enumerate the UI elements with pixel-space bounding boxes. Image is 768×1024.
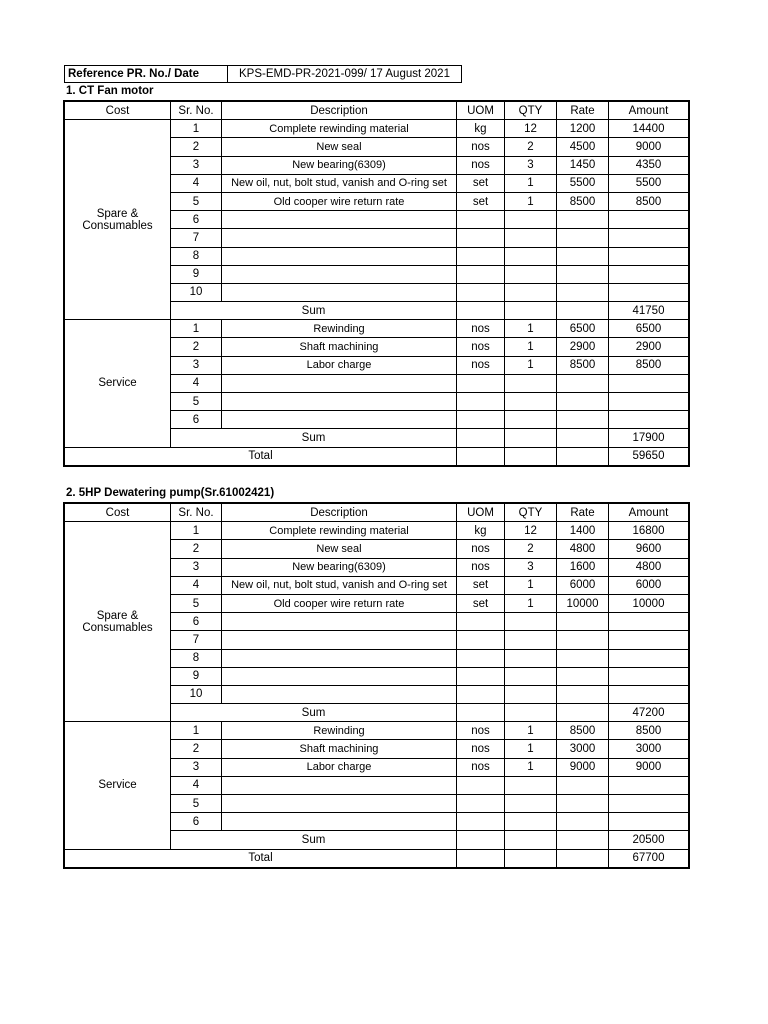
sr-no: 1	[171, 722, 222, 740]
description: Labor charge	[222, 356, 457, 374]
amount	[609, 374, 689, 392]
sr-no: 3	[171, 558, 222, 576]
header-cost: Cost	[65, 504, 171, 522]
header-desc: Description	[222, 504, 457, 522]
amount: 8500	[609, 722, 689, 740]
description: New bearing(6309)	[222, 558, 457, 576]
empty-cell	[505, 831, 557, 849]
uom	[457, 649, 505, 667]
sr-no: 6	[171, 411, 222, 429]
qty	[505, 283, 557, 301]
sum-amount: 17900	[609, 429, 689, 447]
amount: 8500	[609, 192, 689, 210]
amount	[609, 776, 689, 794]
cost-category-label: Service	[98, 779, 137, 792]
rate	[557, 631, 609, 649]
empty-cell	[505, 447, 557, 465]
reference-label: Reference PR. No./ Date	[65, 66, 228, 83]
sum-label: Sum	[171, 302, 457, 320]
uom	[457, 393, 505, 411]
qty	[505, 613, 557, 631]
description: Shaft machining	[222, 740, 457, 758]
description	[222, 374, 457, 392]
rate	[557, 265, 609, 283]
description: Labor charge	[222, 758, 457, 776]
amount: 4350	[609, 156, 689, 174]
rate	[557, 667, 609, 685]
empty-cell	[457, 429, 505, 447]
uom	[457, 667, 505, 685]
amount	[609, 685, 689, 703]
sr-no: 4	[171, 776, 222, 794]
rate: 4800	[557, 540, 609, 558]
empty-cell	[457, 831, 505, 849]
rate: 1400	[557, 522, 609, 540]
sum-amount: 20500	[609, 831, 689, 849]
sr-no: 1	[171, 120, 222, 138]
reference-table	[64, 65, 462, 83]
amount	[609, 283, 689, 301]
sr-no: 6	[171, 813, 222, 831]
sum-label: Sum	[171, 429, 457, 447]
sr-no: 2	[171, 740, 222, 758]
uom	[457, 374, 505, 392]
rate	[557, 283, 609, 301]
header-row	[65, 504, 689, 522]
description	[222, 776, 457, 794]
cost-table	[64, 101, 689, 466]
sum-label: Sum	[171, 831, 457, 849]
description	[222, 229, 457, 247]
qty: 1	[505, 740, 557, 758]
description: New bearing(6309)	[222, 156, 457, 174]
description: New oil, nut, bolt stud, vanish and O-ring set	[222, 174, 457, 192]
header-rate: Rate	[557, 102, 609, 120]
table-row	[65, 320, 689, 338]
uom	[457, 229, 505, 247]
amount	[609, 667, 689, 685]
sum-label: Sum	[171, 704, 457, 722]
qty: 1	[505, 594, 557, 612]
uom: nos	[457, 356, 505, 374]
sr-no: 9	[171, 265, 222, 283]
sr-no: 7	[171, 631, 222, 649]
table-row	[65, 120, 689, 138]
sr-no: 5	[171, 192, 222, 210]
header-amount: Amount	[609, 102, 689, 120]
header-rate: Rate	[557, 504, 609, 522]
qty: 1	[505, 758, 557, 776]
header-qty: QTY	[505, 504, 557, 522]
qty: 1	[505, 356, 557, 374]
amount	[609, 393, 689, 411]
sr-no: 2	[171, 338, 222, 356]
qty	[505, 374, 557, 392]
rate: 8500	[557, 356, 609, 374]
rate	[557, 795, 609, 813]
sr-no: 5	[171, 393, 222, 411]
header-row	[65, 102, 689, 120]
sr-no: 10	[171, 283, 222, 301]
sr-no: 3	[171, 156, 222, 174]
description	[222, 211, 457, 229]
amount: 4800	[609, 558, 689, 576]
description: Old cooper wire return rate	[222, 594, 457, 612]
qty: 3	[505, 558, 557, 576]
qty	[505, 667, 557, 685]
cost-category	[65, 722, 171, 849]
uom	[457, 613, 505, 631]
amount: 2900	[609, 338, 689, 356]
empty-cell	[505, 429, 557, 447]
rate	[557, 411, 609, 429]
uom: nos	[457, 758, 505, 776]
description	[222, 393, 457, 411]
empty-cell	[557, 447, 609, 465]
description: Complete rewinding material	[222, 522, 457, 540]
uom: set	[457, 576, 505, 594]
empty-cell	[557, 831, 609, 849]
amount	[609, 795, 689, 813]
sr-no: 10	[171, 685, 222, 703]
cost-category-label: Service	[98, 377, 137, 390]
rate: 6500	[557, 320, 609, 338]
amount	[609, 649, 689, 667]
rate: 1200	[557, 120, 609, 138]
description	[222, 631, 457, 649]
section-title: 1. CT Fan motor	[66, 85, 154, 97]
sr-no: 1	[171, 320, 222, 338]
description: New seal	[222, 138, 457, 156]
amount	[609, 265, 689, 283]
amount	[609, 211, 689, 229]
sr-no: 3	[171, 356, 222, 374]
qty: 1	[505, 192, 557, 210]
qty: 1	[505, 576, 557, 594]
cost-category	[65, 120, 171, 320]
rate: 3000	[557, 740, 609, 758]
amount: 6500	[609, 320, 689, 338]
uom	[457, 283, 505, 301]
description	[222, 411, 457, 429]
sr-no: 7	[171, 229, 222, 247]
amount: 9000	[609, 758, 689, 776]
sr-no: 6	[171, 211, 222, 229]
rate: 8500	[557, 722, 609, 740]
qty	[505, 813, 557, 831]
description	[222, 283, 457, 301]
qty	[505, 229, 557, 247]
qty: 1	[505, 338, 557, 356]
qty: 1	[505, 722, 557, 740]
rate: 1600	[557, 558, 609, 576]
uom: nos	[457, 558, 505, 576]
uom	[457, 685, 505, 703]
uom: nos	[457, 156, 505, 174]
description	[222, 247, 457, 265]
empty-cell	[557, 849, 609, 867]
amount	[609, 411, 689, 429]
empty-cell	[457, 302, 505, 320]
qty: 2	[505, 138, 557, 156]
uom	[457, 631, 505, 649]
uom	[457, 795, 505, 813]
uom	[457, 211, 505, 229]
qty	[505, 776, 557, 794]
amount	[609, 613, 689, 631]
sr-no: 4	[171, 576, 222, 594]
cost-category	[65, 320, 171, 447]
sr-no: 2	[171, 540, 222, 558]
rate	[557, 229, 609, 247]
amount: 3000	[609, 740, 689, 758]
rate	[557, 685, 609, 703]
amount	[609, 813, 689, 831]
qty	[505, 393, 557, 411]
reference-value: KPS-EMD-PR-2021-099/ 17 August 2021	[228, 66, 462, 83]
amount: 9600	[609, 540, 689, 558]
sum-amount: 47200	[609, 704, 689, 722]
header-amount: Amount	[609, 504, 689, 522]
sum-amount: 41750	[609, 302, 689, 320]
amount	[609, 229, 689, 247]
sr-no: 1	[171, 522, 222, 540]
uom: kg	[457, 120, 505, 138]
header-uom: UOM	[457, 102, 505, 120]
sr-no: 9	[171, 667, 222, 685]
empty-cell	[457, 447, 505, 465]
description	[222, 265, 457, 283]
empty-cell	[505, 849, 557, 867]
uom	[457, 265, 505, 283]
amount: 14400	[609, 120, 689, 138]
total-amount: 67700	[609, 849, 689, 867]
qty	[505, 631, 557, 649]
total-label: Total	[65, 447, 457, 465]
uom	[457, 411, 505, 429]
uom: nos	[457, 540, 505, 558]
sr-no: 6	[171, 613, 222, 631]
description	[222, 813, 457, 831]
sr-no: 5	[171, 795, 222, 813]
rate: 10000	[557, 594, 609, 612]
uom	[457, 776, 505, 794]
cost-category-label: Spare & Consumables	[82, 207, 153, 232]
uom: set	[457, 594, 505, 612]
total-amount: 59650	[609, 447, 689, 465]
description: New oil, nut, bolt stud, vanish and O-ring set	[222, 576, 457, 594]
rate: 4500	[557, 138, 609, 156]
rate	[557, 374, 609, 392]
uom: set	[457, 192, 505, 210]
amount: 16800	[609, 522, 689, 540]
description: Complete rewinding material	[222, 120, 457, 138]
rate: 9000	[557, 758, 609, 776]
sr-no: 3	[171, 758, 222, 776]
rate	[557, 613, 609, 631]
total-row	[65, 447, 689, 465]
header-sr: Sr. No.	[171, 504, 222, 522]
total-label: Total	[65, 849, 457, 867]
qty	[505, 795, 557, 813]
table-row	[65, 522, 689, 540]
rate: 5500	[557, 174, 609, 192]
description: New seal	[222, 540, 457, 558]
header-sr: Sr. No.	[171, 102, 222, 120]
rate	[557, 393, 609, 411]
uom: set	[457, 174, 505, 192]
amount: 6000	[609, 576, 689, 594]
empty-cell	[557, 302, 609, 320]
qty: 12	[505, 522, 557, 540]
sr-no: 2	[171, 138, 222, 156]
description: Rewinding	[222, 722, 457, 740]
sr-no: 8	[171, 247, 222, 265]
amount	[609, 247, 689, 265]
amount: 10000	[609, 594, 689, 612]
qty	[505, 649, 557, 667]
description: Shaft machining	[222, 338, 457, 356]
rate	[557, 211, 609, 229]
rate	[557, 776, 609, 794]
qty: 1	[505, 174, 557, 192]
rate: 8500	[557, 192, 609, 210]
rate	[557, 649, 609, 667]
empty-cell	[457, 849, 505, 867]
sr-no: 8	[171, 649, 222, 667]
description	[222, 685, 457, 703]
cost-category-label: Spare & Consumables	[82, 609, 153, 634]
total-row	[65, 849, 689, 867]
section-title: 2. 5HP Dewatering pump(Sr.61002421)	[66, 487, 275, 499]
uom: nos	[457, 740, 505, 758]
cost-table	[64, 503, 689, 868]
description: Rewinding	[222, 320, 457, 338]
empty-cell	[557, 704, 609, 722]
description	[222, 667, 457, 685]
qty: 2	[505, 540, 557, 558]
description: Old cooper wire return rate	[222, 192, 457, 210]
sr-no: 4	[171, 374, 222, 392]
empty-cell	[457, 704, 505, 722]
uom: nos	[457, 138, 505, 156]
header-cost: Cost	[65, 102, 171, 120]
rate	[557, 813, 609, 831]
qty	[505, 211, 557, 229]
sr-no: 4	[171, 174, 222, 192]
qty	[505, 685, 557, 703]
uom	[457, 247, 505, 265]
sr-no: 5	[171, 594, 222, 612]
qty: 3	[505, 156, 557, 174]
qty	[505, 265, 557, 283]
qty: 12	[505, 120, 557, 138]
uom: nos	[457, 722, 505, 740]
qty	[505, 247, 557, 265]
rate: 1450	[557, 156, 609, 174]
qty: 1	[505, 320, 557, 338]
uom: kg	[457, 522, 505, 540]
amount: 8500	[609, 356, 689, 374]
description	[222, 613, 457, 631]
table-row	[65, 722, 689, 740]
amount	[609, 631, 689, 649]
uom: nos	[457, 320, 505, 338]
uom	[457, 813, 505, 831]
header-desc: Description	[222, 102, 457, 120]
uom: nos	[457, 338, 505, 356]
rate: 6000	[557, 576, 609, 594]
amount: 9000	[609, 138, 689, 156]
description	[222, 795, 457, 813]
empty-cell	[505, 704, 557, 722]
header-uom: UOM	[457, 504, 505, 522]
rate	[557, 247, 609, 265]
rate: 2900	[557, 338, 609, 356]
amount: 5500	[609, 174, 689, 192]
cost-category	[65, 522, 171, 722]
header-qty: QTY	[505, 102, 557, 120]
description	[222, 649, 457, 667]
empty-cell	[557, 429, 609, 447]
empty-cell	[505, 302, 557, 320]
qty	[505, 411, 557, 429]
